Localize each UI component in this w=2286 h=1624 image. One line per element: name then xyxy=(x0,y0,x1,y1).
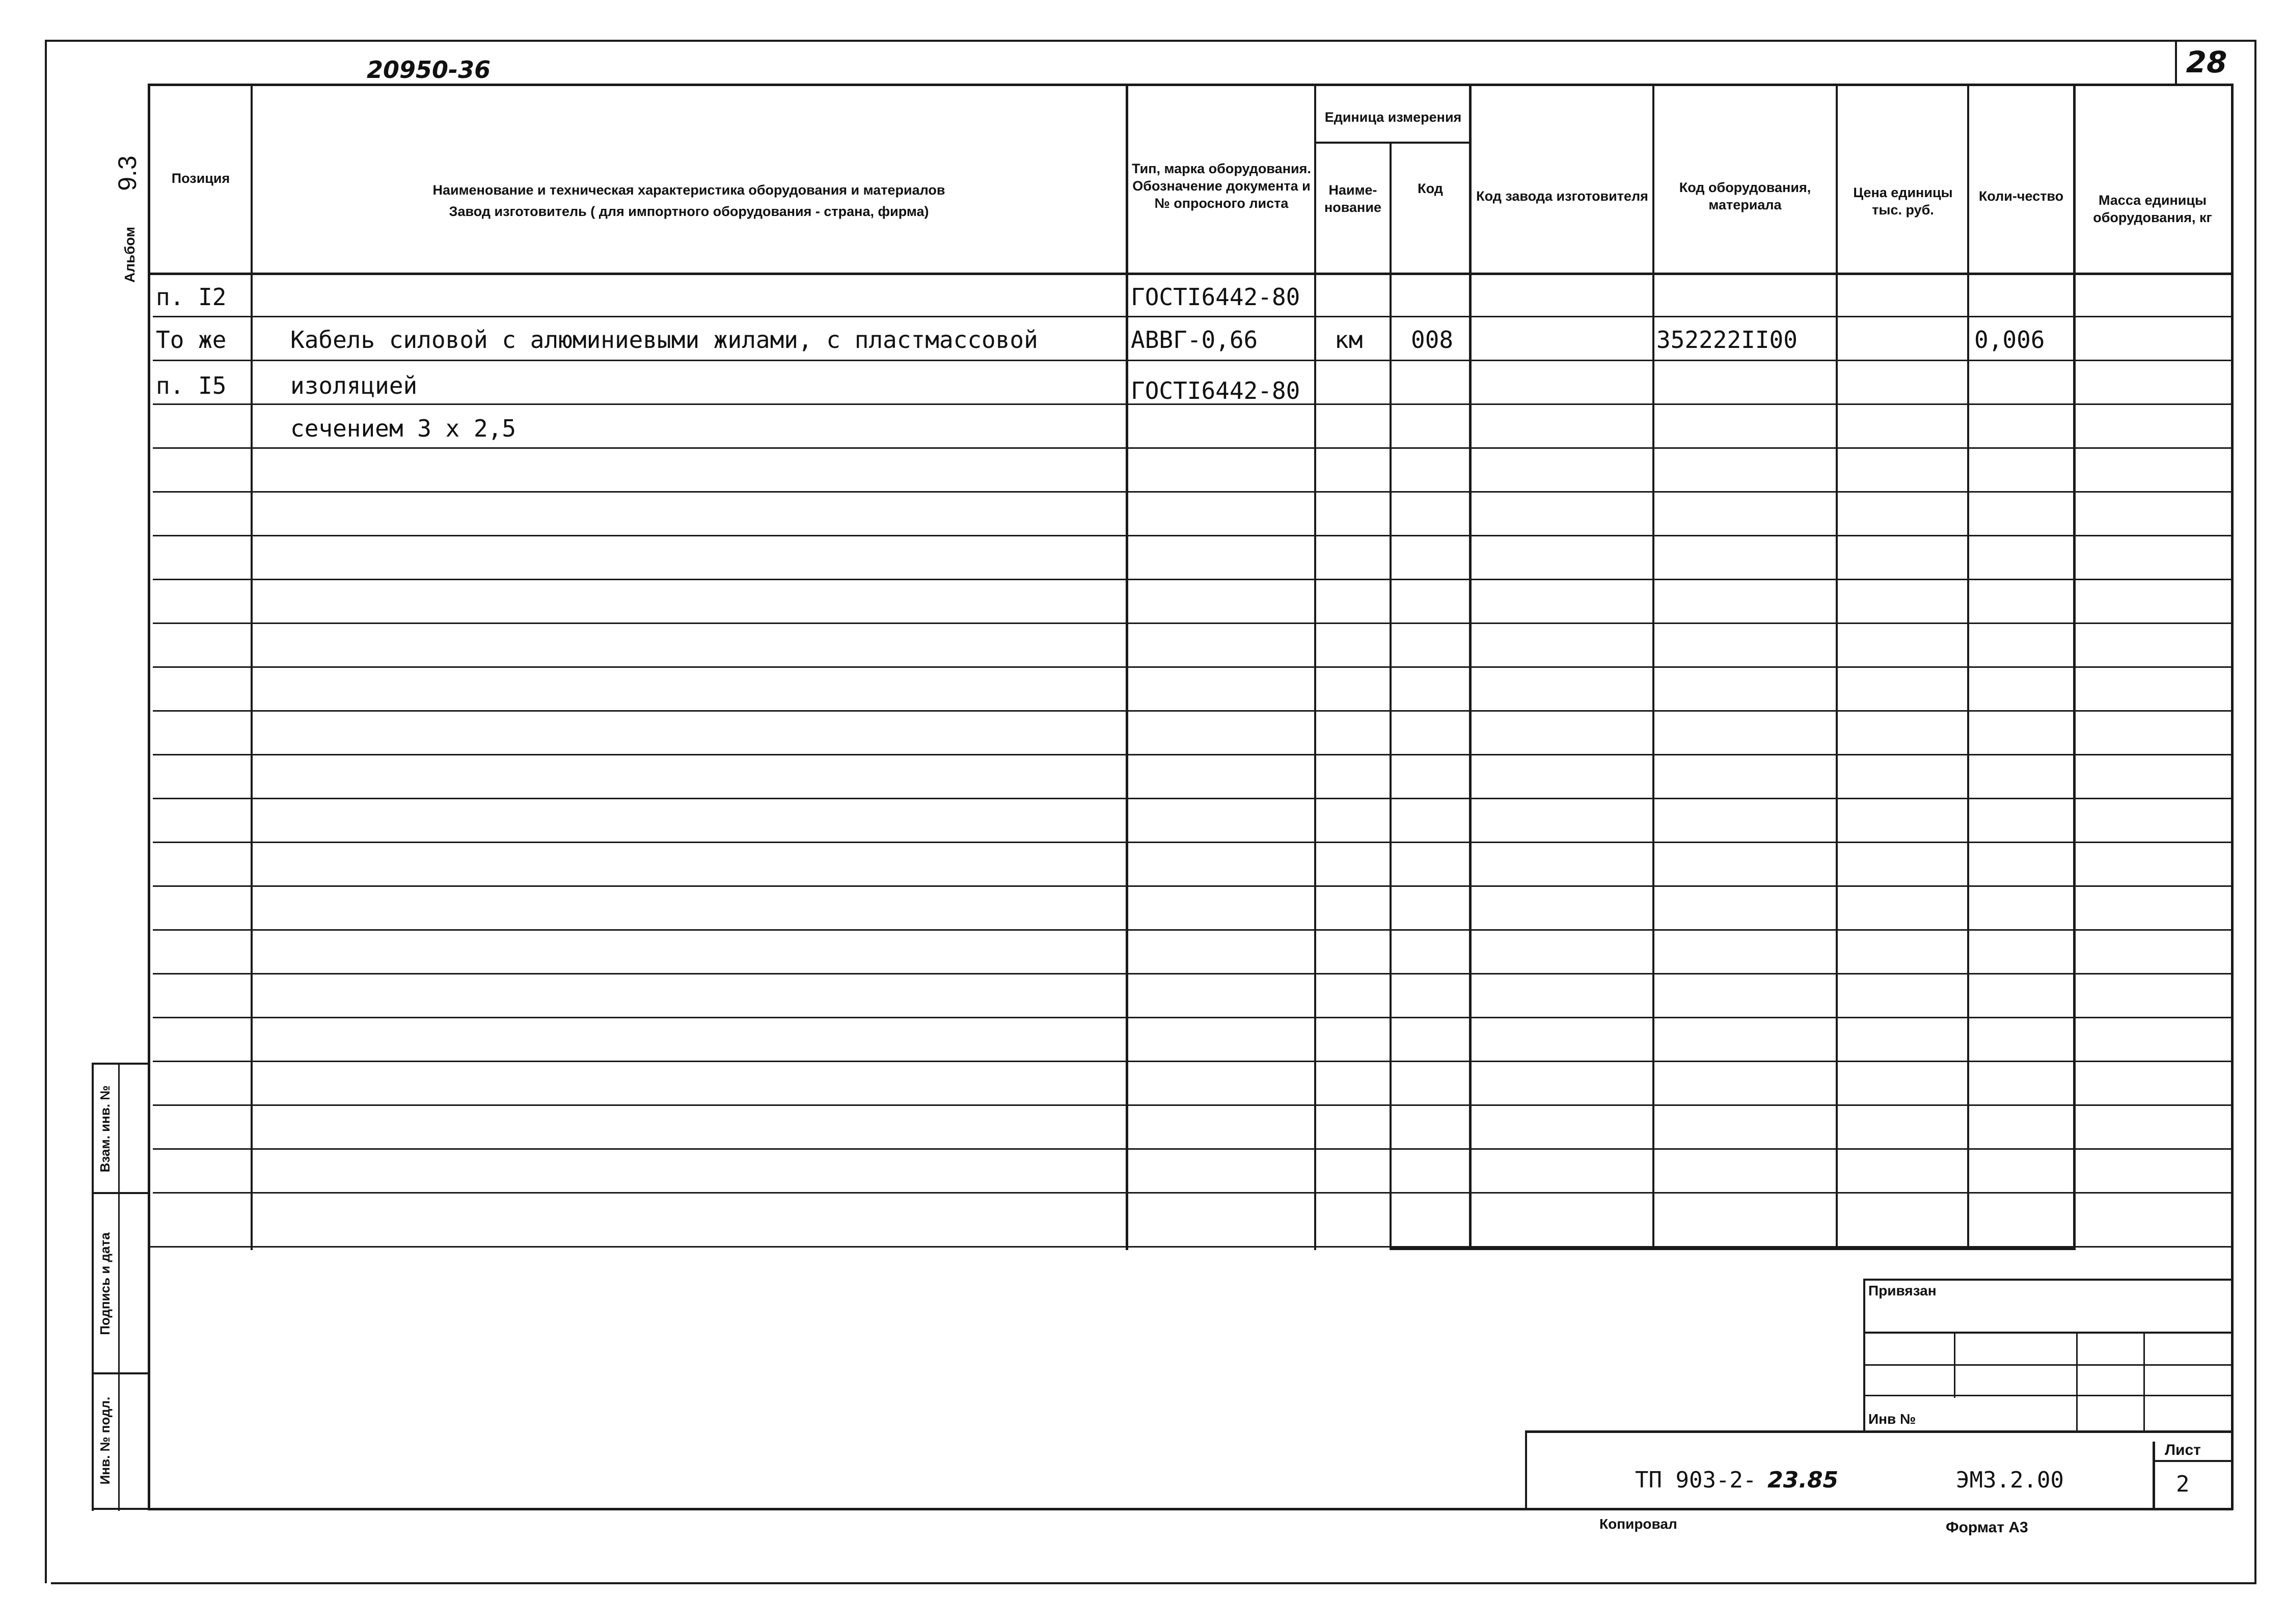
header-plant-code: Код завода изготовителя xyxy=(1476,188,1648,204)
cell-pos: п. I5 xyxy=(156,372,227,399)
outer-frame-left xyxy=(45,40,47,1583)
row-rule xyxy=(153,1017,2231,1018)
outer-frame-right xyxy=(2254,40,2256,1583)
row-rule xyxy=(153,710,2231,712)
cell-name: Кабель силовой с алюминиевыми жилами, с пластмассовой xyxy=(290,326,1038,354)
row-rule xyxy=(153,447,2231,449)
row-rule xyxy=(153,973,2231,975)
doc-code: ЭМ3.2.00 xyxy=(1956,1467,2064,1493)
inner-frame-top xyxy=(148,84,2233,86)
header-type: Тип, марка оборудования. Обозначение документа и № опросного листа xyxy=(1132,161,1311,211)
row-rule xyxy=(153,316,2231,317)
row-rule xyxy=(153,535,2231,536)
header-name-line1: Наименование и техническая характеристика оборудования и материалов xyxy=(432,182,945,198)
cell-pos: То же xyxy=(156,326,227,354)
stamp-left xyxy=(1525,1430,1527,1510)
linked-block-top xyxy=(1863,1279,2233,1281)
row-rule xyxy=(153,754,2231,755)
cell-qty: 0,006 xyxy=(1974,326,2045,354)
header-unit: Единица измерения xyxy=(1324,110,1462,125)
linked-block-line1 xyxy=(1863,1332,2233,1334)
linked-block-line2 xyxy=(1863,1364,2233,1366)
side-stamp-left xyxy=(92,1063,94,1511)
doc-number: 20950-36 xyxy=(367,56,491,84)
cell-name: сечением 3 х 2,5 xyxy=(290,415,516,442)
cell-equip-code: 352222II00 xyxy=(1656,326,1798,354)
row-rule xyxy=(153,929,2231,931)
col-line-unit-mid xyxy=(1390,143,1392,1250)
row-rule xyxy=(153,491,2231,493)
linked-block-v1 xyxy=(1954,1332,1955,1398)
header-unit-name: Наиме-нование xyxy=(1324,182,1381,215)
outer-frame-bottom xyxy=(51,1582,2256,1584)
header-equip-code: Код оборудования, материала xyxy=(1679,180,1811,212)
replaced-inv-label: Взам. инв. № xyxy=(97,1085,113,1173)
linked-label: Привязан xyxy=(1868,1283,1937,1298)
cell-code: 008 xyxy=(1411,326,1454,354)
row-rule xyxy=(153,666,2231,668)
inv-no-label: Инв № xyxy=(1868,1411,1916,1427)
header-mass: Масса единицы оборудования, кг xyxy=(2093,193,2212,225)
header-qty: Коли-чество xyxy=(1978,188,2064,204)
row-rule xyxy=(153,1192,2231,1194)
stamp-sheet-line xyxy=(2153,1442,2155,1510)
cell-type: АВВГ-0,66 xyxy=(1131,326,1258,354)
row-rule xyxy=(153,885,2231,887)
row-rule xyxy=(153,622,2231,624)
sign-date-label: Подпись и дата xyxy=(97,1232,113,1335)
unit-group-line xyxy=(1314,142,1471,144)
project-number: 23.85 xyxy=(1767,1467,1839,1493)
inner-frame-bottom xyxy=(148,1508,2233,1510)
album-label: Альбом xyxy=(122,227,138,283)
linked-block-left xyxy=(1863,1279,1865,1432)
table-bottom-line xyxy=(148,1246,2233,1248)
row-rule xyxy=(153,842,2231,843)
row-rule xyxy=(153,360,2231,361)
cell-pos: п. I2 xyxy=(156,283,227,311)
row-rule xyxy=(153,1148,2231,1150)
format-label: Формат А3 xyxy=(1946,1519,2028,1536)
header-unit-code: Код xyxy=(1418,181,1443,196)
cell-name: изоляцией xyxy=(290,372,418,399)
page-number-box-left xyxy=(2175,40,2177,85)
linked-block-line3 xyxy=(1863,1395,2233,1396)
outer-frame-top xyxy=(45,40,2255,42)
row-rule xyxy=(153,579,2231,580)
copied-label: Копировал xyxy=(1599,1516,1677,1532)
cell-unit: км xyxy=(1335,326,1363,354)
header-price: Цена единицы тыс. руб. xyxy=(1853,185,1953,218)
linked-block-v3 xyxy=(2143,1332,2145,1431)
linked-block-v2 xyxy=(2076,1332,2078,1431)
row-rule xyxy=(153,1104,2231,1106)
stamp-top xyxy=(1525,1430,2233,1433)
stamp-sheet-sep xyxy=(2153,1460,2233,1462)
project-prefix: ТП 903-2- xyxy=(1635,1467,1757,1493)
page-number: 28 xyxy=(2186,45,2227,79)
cell-type: ГОСТI6442-80 xyxy=(1131,283,1300,311)
inner-frame-left xyxy=(148,84,150,1510)
header-position: Позиция xyxy=(171,171,230,186)
row-rule xyxy=(153,798,2231,799)
cell-type: ГОСТI6442-80 xyxy=(1131,377,1300,404)
side-stamp-mid xyxy=(118,1063,120,1511)
sheet-label: Лист xyxy=(2165,1442,2201,1458)
sheet-number: 2 xyxy=(2176,1471,2190,1497)
header-name-line2: Завод изготовитель ( для импортного оборудования - страна, фирма) xyxy=(449,204,929,219)
album-number: 9.3 xyxy=(113,155,142,191)
row-rule xyxy=(153,1061,2231,1062)
inner-frame-right xyxy=(2231,84,2234,1510)
inv-orig-label: Инв. № подл. xyxy=(97,1396,113,1485)
header-bottom-line xyxy=(148,273,2233,275)
